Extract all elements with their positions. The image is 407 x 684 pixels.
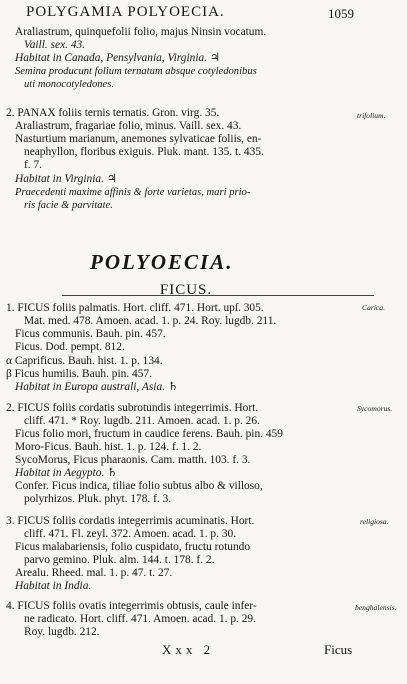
text-line: Mat. med. 478. Amoen. acad. 1. p. 24. Roy. lugdb. 211. <box>24 315 277 327</box>
text-line: f. 7. <box>24 159 43 171</box>
habitat-line: Habitat in Virginia. ♃ <box>15 173 117 185</box>
note-line: Semina producunt folium ternatum absque cotyledonibus <box>15 66 257 77</box>
margin-species-name: religiosa. <box>360 517 389 526</box>
note-line: uti monocotyledones. <box>24 79 115 90</box>
signature-mark: Xxx 2 <box>162 642 215 657</box>
text-line: parvo gemino. Pluk. alm. 144. t. 178. f. 2. <box>24 554 215 566</box>
text-line: cliff. 471. Fl. zeyl. 372. Amoen. acad. 1. p. 30. <box>24 528 237 540</box>
margin-species-name: Carica. <box>362 303 385 312</box>
habitat-line: Habitat in Aegypto. ♄ <box>15 467 118 479</box>
text-line: neaphyllon, floribus exiguis. Pluk. mant. 135. t. 435. <box>24 146 264 158</box>
habitat-line: Habitat in India. <box>15 580 92 592</box>
page-number: 1059 <box>328 6 354 21</box>
text-line: cliff. 471. * Roy. lugdb. 211. Amoen. acad. 1. p. 26. <box>24 415 260 427</box>
text-line: Ficus malabariensis, folio cuspidato, fructu rotundo <box>15 541 251 553</box>
text-line: Nasturtium marianum, anemones sylvaticae foliis, en- <box>15 133 262 145</box>
genus-title: FICUS. <box>159 282 213 298</box>
section-title: POLYOECIA. <box>90 250 234 274</box>
text-line: Arealu. Rheed. mal. 1. p. 47. t. 27. <box>15 567 173 579</box>
species-heading: 2. PANAX foliis ternis ternatis. Gron. virg. 35. <box>6 107 220 119</box>
catchword: Ficus <box>324 642 353 657</box>
species-heading: 4. FICUS foliis ovatis integerrimis obtusis, caule infer- <box>6 600 257 612</box>
species-heading: 1. FICUS foliis palmatis. Hort. cliff. 471. Hort. upſ. 305. <box>6 302 264 314</box>
text-line: Ficus folio mori, fructum in caudice ferens. Bauh. pin. 459 <box>15 428 283 440</box>
species-heading: 2. FICUS foliis cordatis subrotundis integerrimis. Hort. <box>6 402 259 414</box>
text-line: Araliastrum, fragariae folio, minus. Vaill. sex. 43. <box>15 120 242 132</box>
divider <box>62 295 374 296</box>
text-line: Ficus communis. Bauh. pin. 457. <box>15 328 166 340</box>
note-line: Praecedenti maxime affinis & forte varietas, mari prio- <box>15 187 251 198</box>
text-line: Araliastrum, quinquefolii folio, majus Ninsin vocatum. <box>15 26 267 38</box>
text-line: Ficus. Dod. pempt. 812. <box>15 341 125 353</box>
text-line: Vaill. sex. 43. <box>24 39 86 51</box>
habitat-line: Habitat in Europa australi, Asia. ♄ <box>15 381 179 393</box>
running-title: POLYGAMIA POLYOECIA. <box>26 4 225 20</box>
margin-species-name: trifolium. <box>357 111 386 120</box>
text-line: Confer. Ficus indica, tiliae folio subtus albo & villoso, <box>15 480 263 492</box>
text-line: Moro-Ficus. Bauh. hist. 1. p. 124. f. 1. 2. <box>15 441 202 453</box>
variety-line: α Caprificus. Bauh. hist. 1. p. 134. <box>6 355 163 367</box>
margin-species-name: benghalensis. <box>355 603 397 612</box>
variety-line: β Ficus humilis. Bauh. pin. 457. <box>6 368 152 380</box>
habitat-line: Habitat in Canada, Pensylvania, Virginia. ♃ <box>15 52 221 64</box>
text-line: Roy. lugdb. 212. <box>24 626 100 638</box>
text-line: SycoMorus, Ficus pharaonis. Cam. matth. 103. f. 3. <box>15 454 251 466</box>
note-line: ris facie & parvitate. <box>24 200 113 211</box>
text-line: ne radicato. Hort. cliff. 471. Amoen. acad. 1. p. 29. <box>24 613 256 625</box>
text-line: polyrhizos. Pluk. phyt. 178. f. 3. <box>24 493 172 505</box>
margin-species-name: Sycomorus. <box>357 404 393 413</box>
species-heading: 3. FICUS foliis cordatis integerrimis acuminatis. Hort. <box>6 515 255 527</box>
